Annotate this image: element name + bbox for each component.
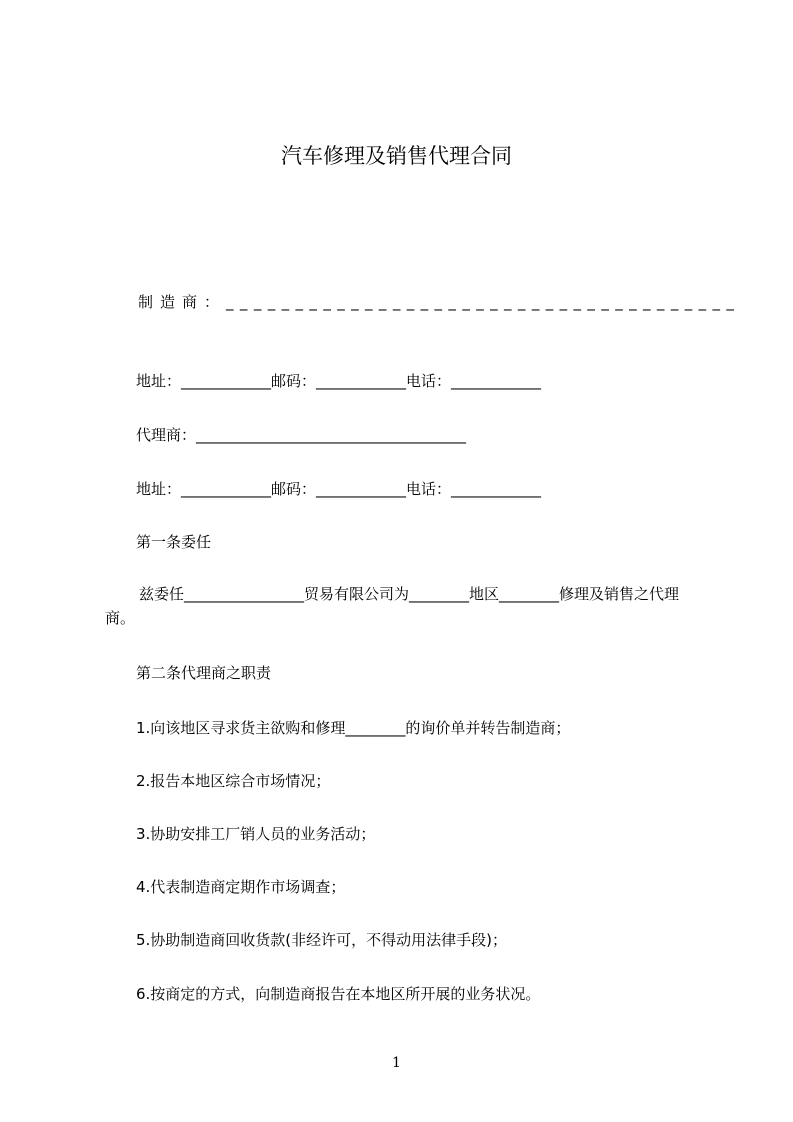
page-number: 1 xyxy=(392,1055,401,1071)
duty-item-2: 2.报告本地区综合市场情况； xyxy=(136,772,331,790)
document-title: 汽车修理及销售代理合同 xyxy=(281,144,512,168)
agent-address-line: 地址：____________邮码：____________电话：____________ xyxy=(136,480,542,498)
duty-item-3: 3.协助安排工厂销人员的业务活动； xyxy=(136,825,376,843)
manufacturer-blank: _____________________________________ xyxy=(226,293,741,311)
manufacturer-label: 制造商： xyxy=(138,293,227,311)
agent-line: 代理商：____________________________________ xyxy=(136,426,467,444)
duty-item-4: 4.代表制造商定期作市场调查； xyxy=(136,878,346,896)
duty-item-6: 6.按商定的方式，向制造商报告在本地区所开展的业务状况。 xyxy=(136,985,541,1003)
article-1-heading: 第一条委任 xyxy=(136,533,212,551)
duty-item-5: 5.协助制造商回收货款(非经许可，不得动用法律手段)； xyxy=(136,931,508,949)
article-1-text: 兹委任________________贸易有限公司为________地区________修理及销售之代理商。 xyxy=(105,585,680,627)
article-2-heading: 第二条代理商之职责 xyxy=(136,664,272,682)
duty-item-1: 1.向该地区寻求货主欲购和修理________的询价单并转告制造商； xyxy=(136,719,571,737)
manufacturer-address-line: 地址：____________邮码：____________电话：____________ xyxy=(136,372,542,390)
manufacturer-line xyxy=(138,291,740,313)
